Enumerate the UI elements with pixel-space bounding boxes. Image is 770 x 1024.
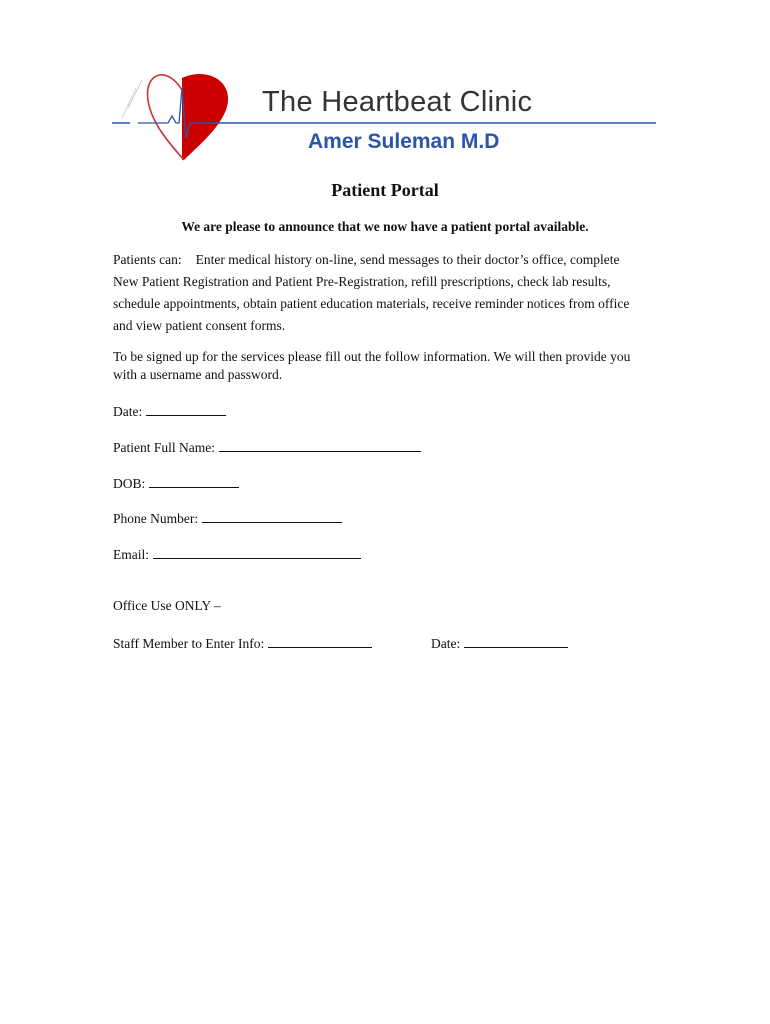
email-field <box>113 545 361 563</box>
name-blank[interactable] <box>219 438 421 452</box>
doctor-name: Amer Suleman M.D <box>308 130 500 153</box>
office-row <box>113 634 633 652</box>
date-blank[interactable] <box>146 402 226 416</box>
dob-field <box>113 474 239 492</box>
office-date <box>431 634 568 652</box>
paragraph-signup: To be signed up for the services please fill out the follow information. We will then provide you with a username and password. <box>113 349 631 382</box>
office-date-blank[interactable] <box>464 634 568 648</box>
paragraph-lead: Patients can: <box>113 252 182 267</box>
staff-label: Staff Member to Enter Info: <box>113 636 265 651</box>
paragraph-body: Enter medical history on-line, send messages to their doctor’s office, complete New Patient Registration and Patient Pre-Registration, refill prescriptions, check lab results, schedule appointments, obtain patient education materials, receive reminder notices from office and view patient consent forms. <box>113 252 630 333</box>
clinic-name: The Heartbeat Clinic <box>262 86 533 118</box>
announcement: We are please to announce that we now have a patient portal available. <box>181 219 589 234</box>
phone-blank[interactable] <box>202 509 342 523</box>
name-field <box>113 438 421 456</box>
dob-blank[interactable] <box>149 474 239 488</box>
office-heading: Office Use ONLY – <box>113 598 221 613</box>
date-label: Date: <box>113 404 143 419</box>
date-field <box>113 402 226 420</box>
name-label: Patient Full Name: <box>113 440 215 455</box>
staff-blank[interactable] <box>268 634 372 648</box>
paragraph-features <box>113 249 643 337</box>
phone-field <box>113 509 342 527</box>
office-date-label: Date: <box>431 636 461 651</box>
email-blank[interactable] <box>153 545 361 559</box>
page-title: Patient Portal <box>331 180 439 200</box>
phone-label: Phone Number: <box>113 511 199 526</box>
email-label: Email: <box>113 547 149 562</box>
dob-label: DOB: <box>113 476 146 491</box>
